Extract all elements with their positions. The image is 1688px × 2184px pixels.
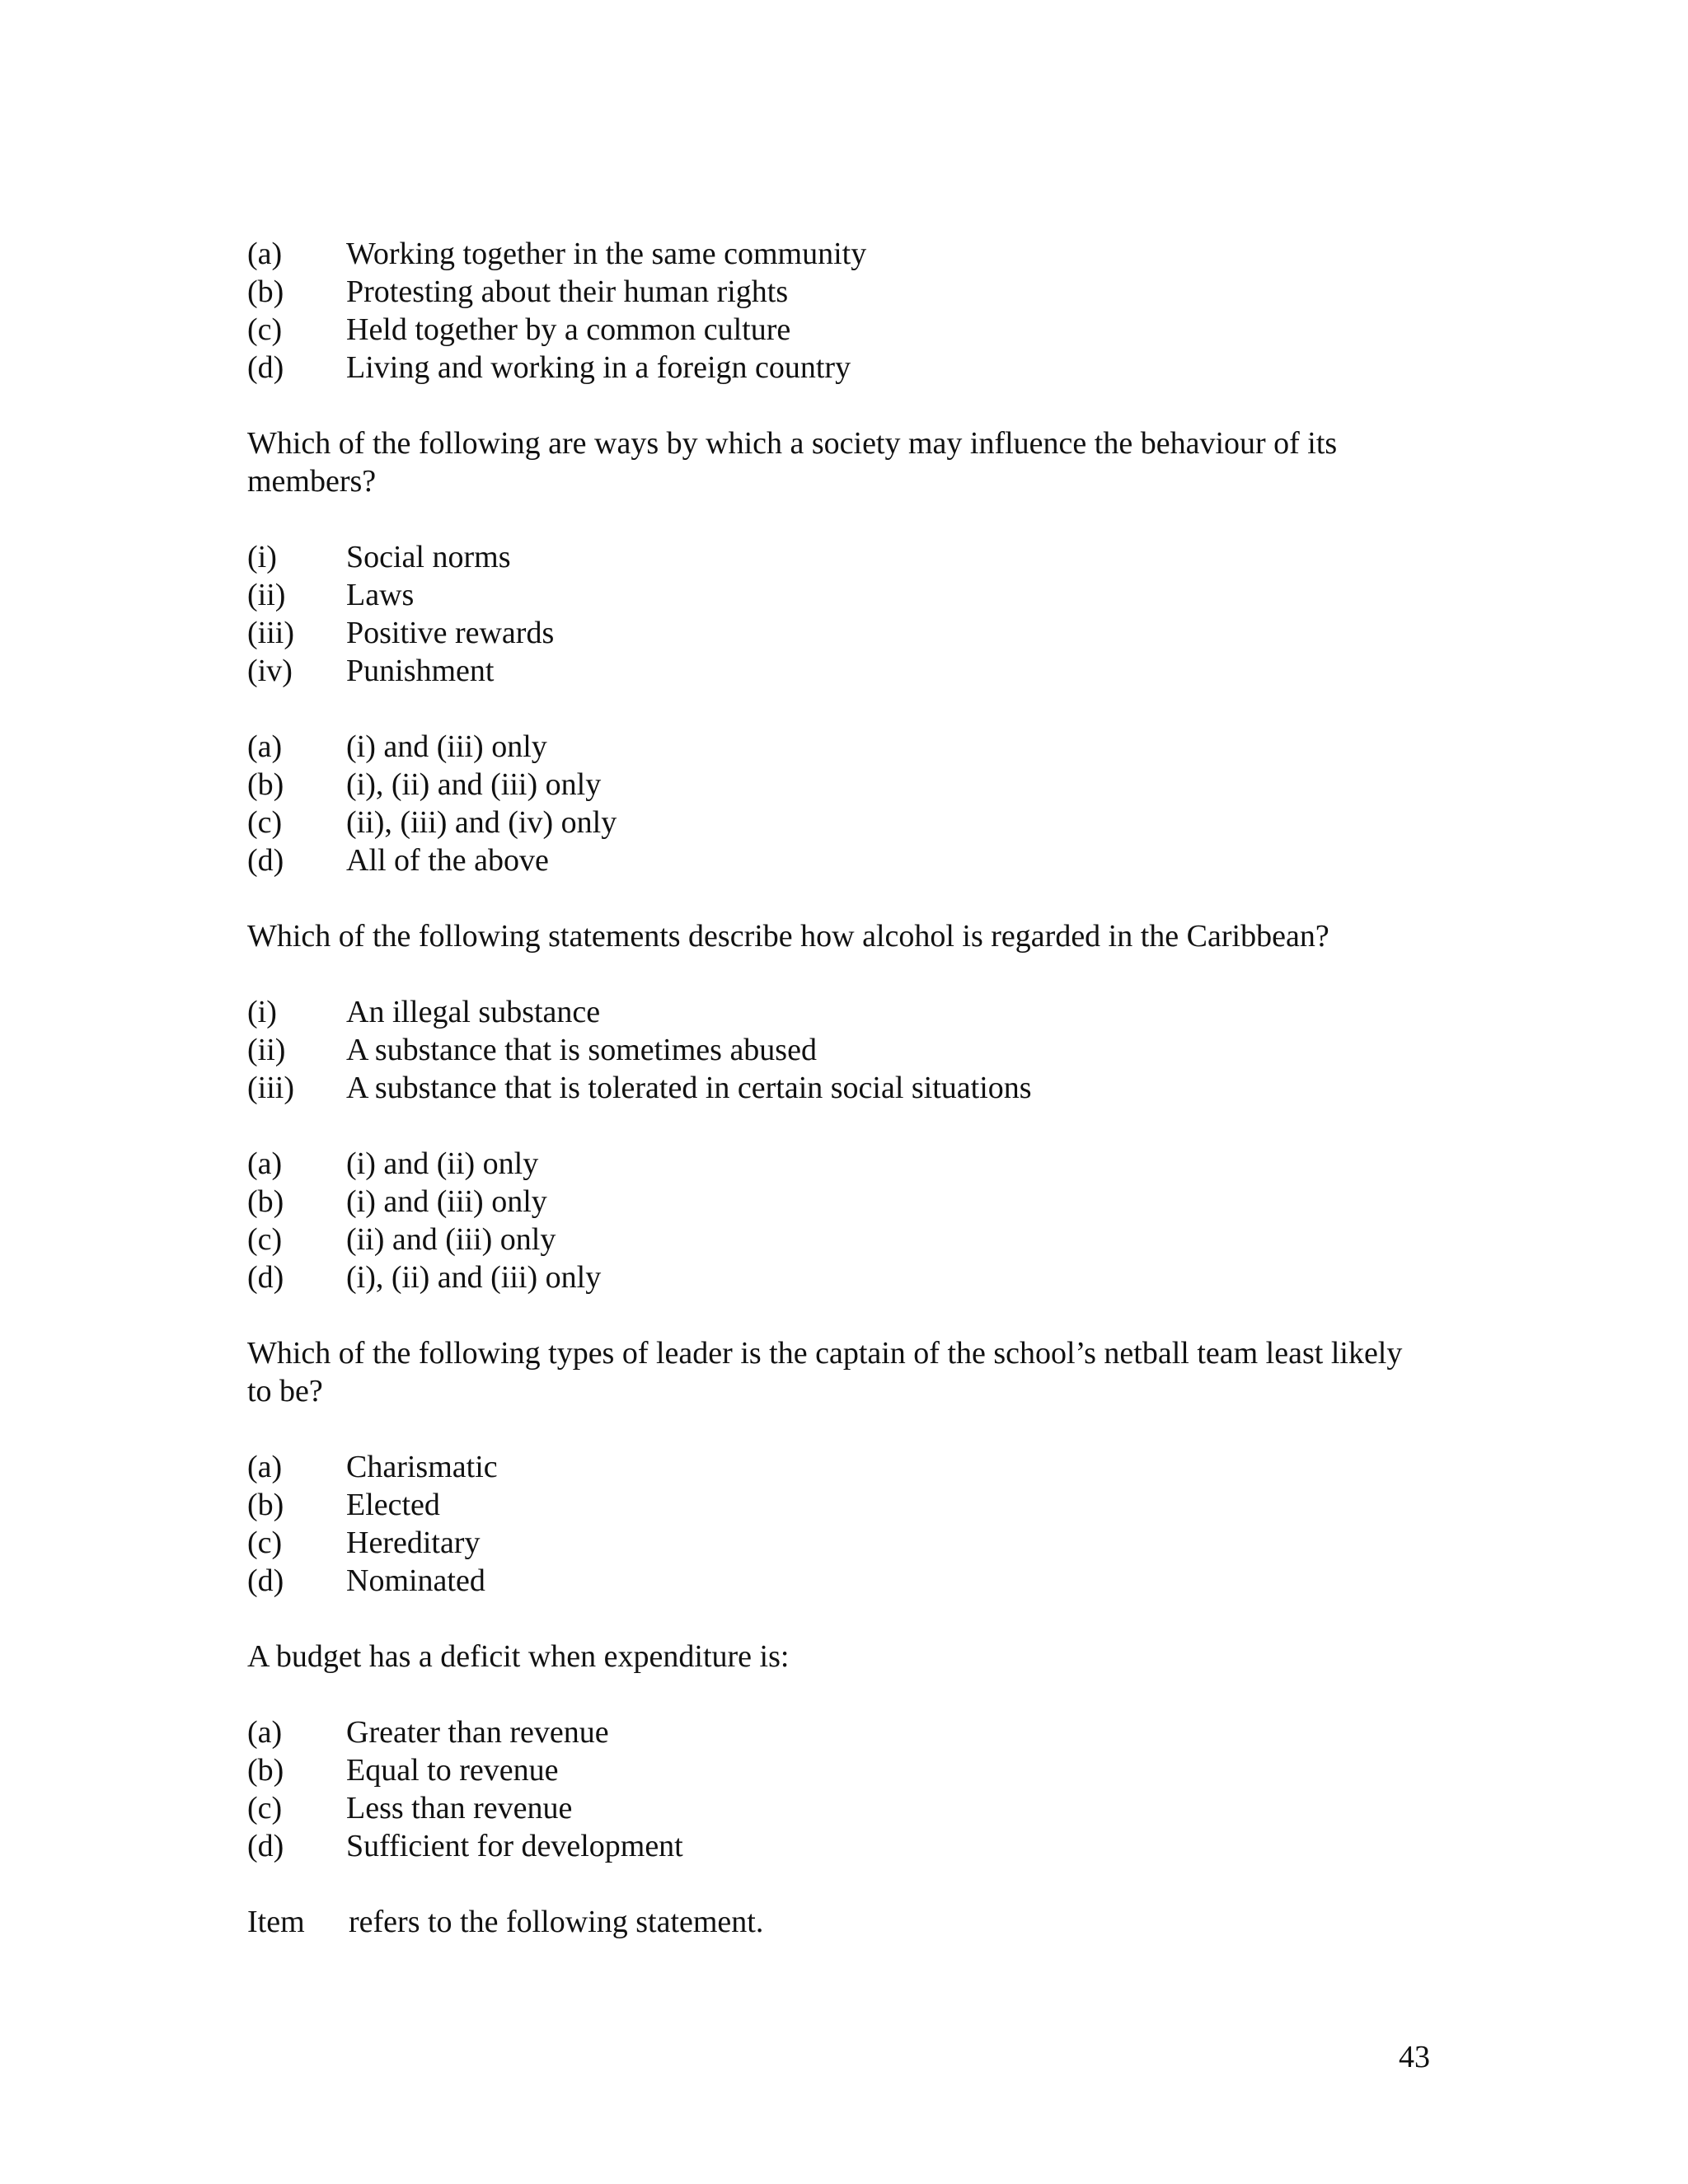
statement-label: (i) [247,995,277,1029]
statement-row [247,1069,1451,1107]
exam-page [247,235,1451,1941]
option-row [247,1751,1451,1789]
q4-options [247,1448,1451,1600]
option-text: Charismatic [346,1450,498,1484]
option-label: (d) [247,1563,284,1598]
option-row [247,311,1451,349]
statement-row [247,652,1451,690]
option-row [247,728,1451,766]
option-text: (i) and (iii) only [346,729,547,764]
option-label: (a) [247,1146,283,1181]
statement-label: (iii) [247,616,294,650]
spacer [247,879,1451,917]
option-row [247,1827,1451,1865]
option-label: (a) [247,729,283,764]
spacer [247,1865,1451,1903]
option-label: (b) [247,1488,284,1522]
statement-label: (ii) [247,1033,286,1067]
statement-label: (ii) [247,578,286,612]
option-row [247,1486,1451,1524]
option-label: (c) [247,312,283,347]
option-text: Protesting about their human rights [346,274,789,309]
option-row [247,1145,1451,1183]
option-text: (i) and (ii) only [346,1146,539,1181]
option-label: (a) [247,237,283,271]
option-row [247,766,1451,804]
statement-label: (iv) [247,654,293,688]
option-label: (c) [247,805,283,840]
spacer [247,1600,1451,1638]
q3-stem: Which of the following statements describe how alcohol is regarded in the Caribbean? [247,919,1329,954]
option-row [247,1562,1451,1600]
option-label: (d) [247,350,284,385]
statement-text: A substance that is sometimes abused [346,1033,817,1067]
q5-options [247,1713,1451,1865]
spacer [247,1675,1451,1713]
option-label: (c) [247,1791,283,1825]
q3-statements [247,993,1451,1107]
option-row [247,1183,1451,1221]
option-text: Hereditary [346,1526,481,1560]
statement-text: Social norms [346,540,511,574]
item-reference-text: refers to the following statement. [349,1905,764,1939]
option-text: Equal to revenue [346,1753,559,1788]
statement-label: (i) [247,540,277,574]
option-text: Held together by a common culture [346,312,791,347]
option-text: Greater than revenue [346,1715,609,1750]
option-label: (d) [247,1829,284,1863]
statement-text: Positive rewards [346,616,555,650]
option-label: (a) [247,1715,283,1750]
statement-row [247,1031,1451,1069]
option-label: (a) [247,1450,283,1484]
option-label: (d) [247,1260,284,1295]
spacer [247,387,1451,424]
option-row [247,273,1451,311]
option-row [247,1713,1451,1751]
option-row [247,1789,1451,1827]
option-row [247,1221,1451,1258]
q3-options [247,1145,1451,1296]
statement-text: Punishment [346,654,495,688]
option-text: Working together in the same community [346,237,867,271]
option-label: (b) [247,274,284,309]
spacer [247,500,1451,538]
statement-row [247,538,1451,576]
option-label: (b) [247,767,284,802]
statement-text: A substance that is tolerated in certain social situations [346,1071,1032,1105]
q2-options [247,728,1451,879]
option-text: Less than revenue [346,1791,573,1825]
item-word: Item [247,1905,305,1939]
option-row [247,804,1451,841]
q1-options [247,235,1451,387]
option-row [247,1524,1451,1562]
option-row [247,841,1451,879]
option-text: Nominated [346,1563,485,1598]
option-text: (i), (ii) and (iii) only [346,767,602,802]
statement-text: Laws [346,578,415,612]
page-number: 43 [1399,2040,1430,2074]
q2-statements [247,538,1451,690]
option-label: (d) [247,843,284,878]
option-text: Sufficient for development [346,1829,683,1863]
spacer [247,1296,1451,1334]
option-text: (i), (ii) and (iii) only [346,1260,602,1295]
statement-row [247,614,1451,652]
spacer [247,955,1451,993]
option-row [247,1448,1451,1486]
option-text: Living and working in a foreign country [346,350,851,385]
option-label: (b) [247,1184,284,1219]
spacer [247,690,1451,728]
statement-row [247,576,1451,614]
option-label: (b) [247,1753,284,1788]
option-label: (c) [247,1222,283,1257]
spacer [247,1410,1451,1448]
option-row [247,1258,1451,1296]
option-text: All of the above [346,843,549,878]
option-row [247,349,1451,387]
option-row [247,235,1451,273]
option-text: (i) and (iii) only [346,1184,547,1219]
item-reference [247,1903,1451,1941]
option-label: (c) [247,1526,283,1560]
spacer [247,1107,1451,1145]
q4-stem: Which of the following types of leader is the captain of the school’s netball team least likely to be? [247,1336,1403,1408]
q2-stem: Which of the following are ways by which a society may influence the behaviour of its members? [247,426,1338,499]
option-text: Elected [346,1488,440,1522]
option-text: (ii) and (iii) only [346,1222,556,1257]
statement-row [247,993,1451,1031]
q5-stem: A budget has a deficit when expenditure is: [247,1639,790,1674]
option-text: (ii), (iii) and (iv) only [346,805,617,840]
statement-label: (iii) [247,1071,294,1105]
statement-text: An illegal substance [346,995,601,1029]
